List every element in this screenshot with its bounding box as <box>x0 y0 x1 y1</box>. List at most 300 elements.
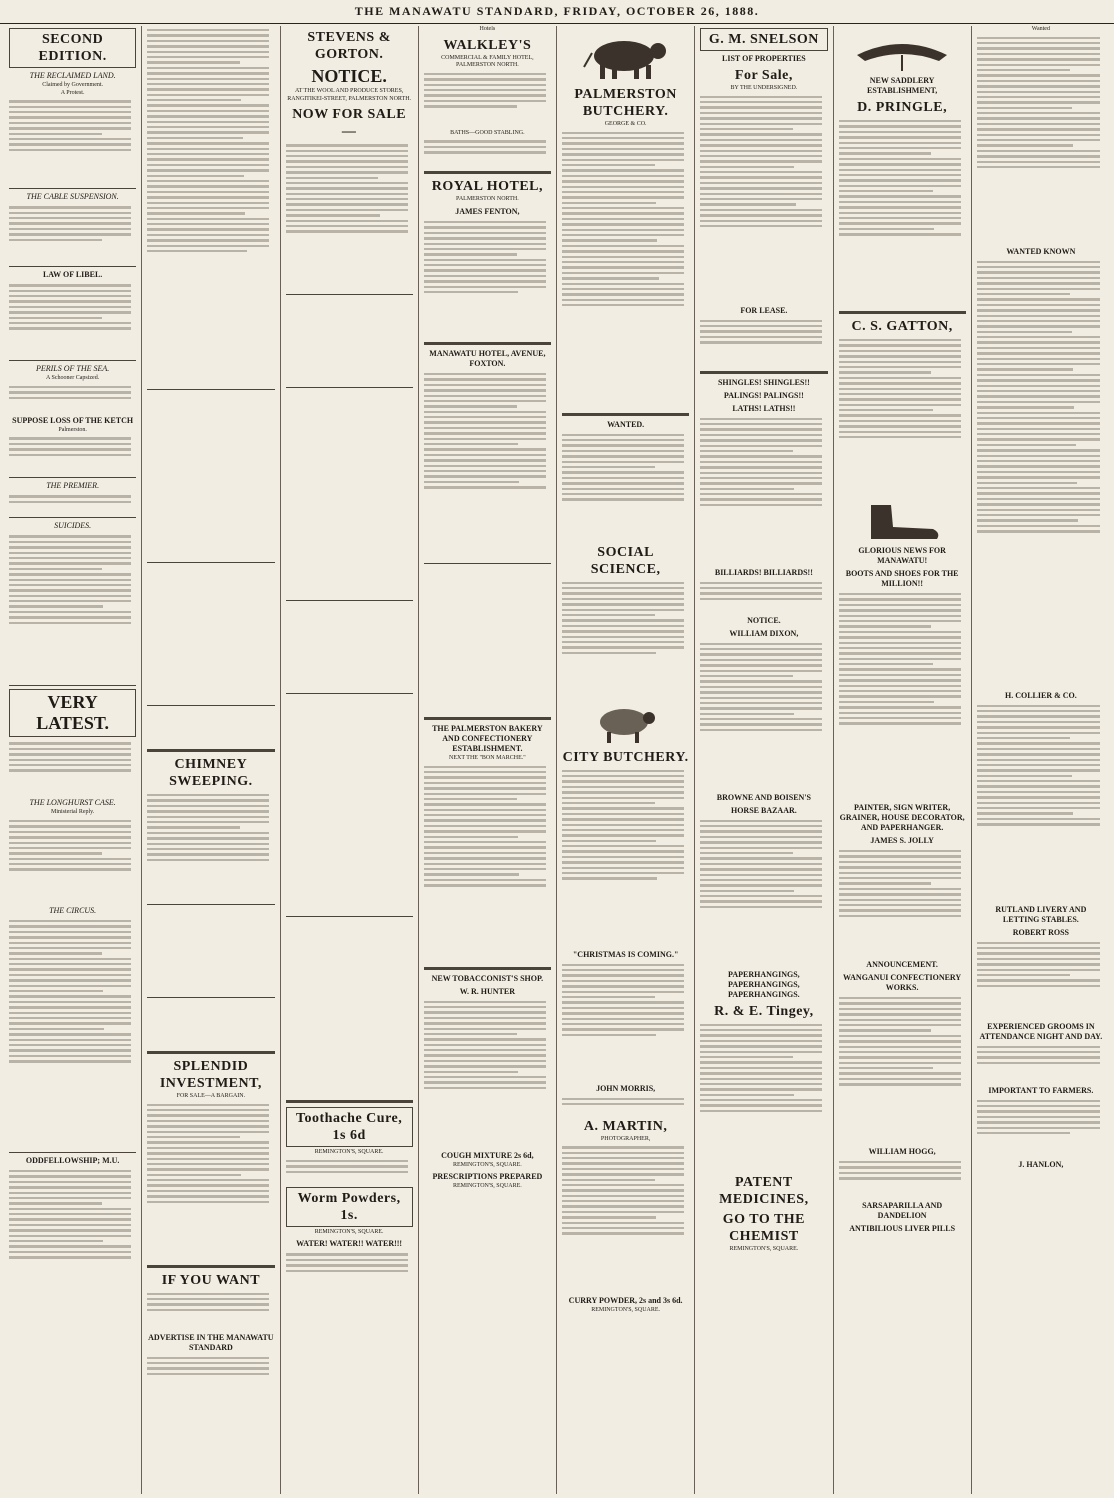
text-line <box>9 1192 131 1194</box>
text-line <box>839 882 932 884</box>
text-line <box>700 659 822 661</box>
advert-body <box>562 1143 689 1293</box>
text-line <box>147 1136 240 1138</box>
text-line <box>700 890 794 892</box>
section-label-wanted: Wanted <box>1031 26 1050 32</box>
text-line <box>9 311 131 313</box>
text-line <box>9 111 131 113</box>
text-line <box>977 315 1100 317</box>
text-line <box>562 818 684 820</box>
text-line <box>839 366 961 368</box>
text-line <box>147 202 269 204</box>
text-line <box>700 325 822 327</box>
text-line <box>700 477 822 479</box>
text-line <box>147 207 269 209</box>
text-line <box>977 1056 1100 1058</box>
text-line <box>424 84 546 86</box>
text-line <box>977 823 1100 825</box>
text-line <box>424 275 546 277</box>
divider <box>9 685 136 686</box>
article-body <box>9 281 136 357</box>
text-line <box>977 74 1100 76</box>
column-5 <box>557 26 695 1494</box>
text-line <box>286 1264 408 1266</box>
text-line <box>9 290 131 292</box>
text-line <box>9 1028 104 1030</box>
text-line <box>977 374 1100 376</box>
text-line <box>147 1357 269 1359</box>
text-line <box>9 1218 131 1220</box>
text-line <box>700 450 793 452</box>
text-line <box>977 401 1100 403</box>
text-line <box>9 322 131 324</box>
text-line <box>147 1367 269 1369</box>
text-line <box>9 1175 131 1177</box>
text-line <box>147 142 269 144</box>
divider <box>9 188 136 189</box>
text-line <box>700 1104 822 1106</box>
text-line <box>424 73 546 75</box>
text-line <box>562 455 684 457</box>
text-line <box>977 412 1100 414</box>
text-line <box>977 487 1100 489</box>
text-line <box>424 105 517 107</box>
column-3 <box>281 26 419 1494</box>
advert-body <box>839 994 966 1144</box>
text-line <box>977 519 1078 521</box>
text-line <box>147 853 269 855</box>
text-line <box>147 164 269 166</box>
text-line <box>977 358 1100 360</box>
text-line <box>9 831 131 833</box>
text-line <box>9 1017 131 1019</box>
text-line <box>977 271 1100 273</box>
boot-icon <box>857 499 947 543</box>
text-line <box>147 99 241 101</box>
text-line <box>562 813 684 815</box>
text-line <box>9 1202 102 1204</box>
text-line <box>977 69 1071 71</box>
text-line <box>839 598 961 600</box>
text-line <box>424 264 546 266</box>
text-line <box>9 936 131 938</box>
text-line <box>839 1062 961 1064</box>
text-line <box>977 785 1100 787</box>
text-line <box>700 117 822 119</box>
text-line <box>147 153 269 155</box>
text-line <box>562 169 684 171</box>
text-line <box>424 819 546 821</box>
text-line <box>977 482 1077 484</box>
text-line <box>700 1088 822 1090</box>
text-line <box>839 1051 961 1053</box>
divider <box>424 171 551 174</box>
text-line <box>977 433 1100 435</box>
text-line <box>424 454 546 456</box>
text-line <box>9 149 131 151</box>
text-line <box>286 198 408 200</box>
text-line <box>147 1298 269 1300</box>
text-line <box>424 438 546 440</box>
text-line <box>562 1007 684 1009</box>
text-line <box>839 679 961 681</box>
text-line <box>839 647 961 649</box>
text-line <box>700 707 822 709</box>
text-line <box>977 336 1100 338</box>
text-line <box>977 796 1100 798</box>
text-line <box>839 350 961 352</box>
text-line <box>9 931 131 933</box>
advert-body <box>424 763 551 963</box>
advert-body <box>700 640 827 790</box>
text-line <box>562 488 684 490</box>
heading-worm-powders: Worm Powders, 1s. <box>286 1187 413 1227</box>
text-line <box>700 166 794 168</box>
heading-hanlon: J. HANLON, <box>1018 1159 1064 1169</box>
text-line <box>147 1309 269 1311</box>
text-line <box>839 212 961 214</box>
text-line <box>424 269 546 271</box>
text-line <box>147 1303 269 1305</box>
remington-label: REMINGTON'S, SQUARE. <box>452 1183 522 1190</box>
text-line <box>977 293 1071 295</box>
divider <box>424 717 551 720</box>
heading-gatton: C. S. GATTON, <box>851 319 953 334</box>
text-line <box>9 1213 131 1215</box>
text-line <box>977 503 1100 505</box>
text-line <box>839 1083 961 1085</box>
text-line <box>562 786 684 788</box>
heading-glorious-news: GLORIOUS NEWS FOR MANAWATU! <box>858 546 946 565</box>
text-line <box>147 810 269 812</box>
heading-oddfellowship: ODDFELLOWSHIP; M.U. <box>25 1155 120 1165</box>
text-line <box>562 239 657 241</box>
text-line <box>839 706 961 708</box>
text-line <box>839 850 961 852</box>
text-line <box>700 455 822 457</box>
subheading-by: BY THE UNDERSIGNED. <box>730 85 798 91</box>
column-1 <box>4 26 142 1494</box>
text-line <box>977 1105 1100 1107</box>
text-line <box>562 277 659 279</box>
text-line <box>424 1011 546 1013</box>
text-line <box>839 593 961 595</box>
text-line <box>424 1065 546 1067</box>
text-line <box>977 974 1071 976</box>
text-line <box>424 1081 546 1083</box>
text-line <box>9 217 131 219</box>
text-line <box>977 390 1100 392</box>
text-line <box>147 67 269 69</box>
text-line <box>562 1103 684 1105</box>
text-line <box>977 985 1100 987</box>
text-line <box>700 1024 822 1026</box>
text-line <box>424 411 546 413</box>
text-line <box>562 802 655 804</box>
text-line <box>424 384 546 386</box>
text-line <box>839 690 961 692</box>
text-line <box>147 1293 269 1295</box>
heading-christmas: "CHRISTMAS IS COMING." <box>572 949 679 959</box>
heading-notice: NOTICE. <box>747 615 781 625</box>
text-line <box>977 341 1100 343</box>
heading-wanted: WANTED. <box>607 419 645 429</box>
text-line <box>839 222 961 224</box>
heading-snelson: G. M. SNELSON <box>700 28 827 51</box>
text-line <box>839 915 961 917</box>
advert-body <box>562 431 689 541</box>
text-line <box>147 88 269 90</box>
remington-label: REMINGTON'S, SQUARE. <box>729 1245 799 1252</box>
text-line <box>977 139 1100 141</box>
text-line <box>9 1235 131 1237</box>
text-line <box>700 128 793 130</box>
text-line <box>147 121 269 123</box>
text-line <box>977 958 1100 960</box>
subheading-street: RANGITIKEI-STREET, PALMERSTON NORTH. <box>287 95 412 102</box>
text-line <box>700 702 822 704</box>
text-line <box>700 498 822 500</box>
text-line <box>424 846 546 848</box>
heading-manawatu-hotel: MANAWATU HOTEL, AVENUE, FOXTON. <box>429 348 546 368</box>
text-line <box>9 557 131 559</box>
text-line <box>286 177 379 179</box>
text-line <box>147 148 269 150</box>
text-line <box>562 304 684 306</box>
text-line <box>562 867 684 869</box>
subheading-bon-marche: NEXT THE "BON MARCHE." <box>449 754 526 761</box>
text-line <box>147 826 240 828</box>
heading-dixon: WILLIAM DIXON, <box>729 628 799 638</box>
divider <box>147 749 274 752</box>
text-line <box>424 798 517 800</box>
text-line <box>977 117 1100 119</box>
text-line <box>562 180 684 182</box>
divider <box>9 360 136 361</box>
text-line <box>839 636 961 638</box>
text-line <box>700 1083 822 1085</box>
text-line <box>424 1071 518 1073</box>
heading-browne-boisen: BROWNE AND BOISEN'S <box>716 792 811 802</box>
text-line <box>9 1033 131 1035</box>
text-line <box>9 1055 131 1057</box>
text-line <box>839 1166 961 1168</box>
heading-paperhangings: PAPERHANGINGS, PAPERHANGINGS, PAPERHANGINGS. <box>728 969 800 999</box>
text-line <box>977 942 1100 944</box>
heading-important: IMPORTANT TO FARMERS. <box>988 1085 1094 1095</box>
text-line <box>562 625 684 627</box>
text-line <box>977 759 1100 761</box>
masthead-title: THE MANAWATU STANDARD, FRIDAY, OCTOBER 26, 1888. <box>354 4 760 18</box>
text-line <box>147 218 269 220</box>
divider <box>424 342 551 345</box>
text-line <box>562 137 684 139</box>
article-body <box>147 26 274 386</box>
text-line <box>9 562 131 564</box>
text-line <box>700 643 822 645</box>
text-line <box>562 850 684 852</box>
text-line <box>700 582 822 584</box>
text-line <box>424 1033 517 1035</box>
text-line <box>977 85 1100 87</box>
text-line <box>562 1152 684 1154</box>
heading-chimney-sweeping: CHIMNEY SWEEPING. <box>169 757 253 789</box>
advert <box>286 693 413 913</box>
text-line <box>839 855 961 857</box>
advert-body <box>286 1157 413 1185</box>
text-line <box>562 218 684 220</box>
text-line <box>9 842 131 844</box>
text-line <box>9 1001 131 1003</box>
text-line <box>839 1019 961 1021</box>
text-line <box>9 1181 131 1183</box>
text-line <box>147 212 245 214</box>
text-line <box>562 974 684 976</box>
advert <box>424 563 551 713</box>
text-line <box>424 421 546 423</box>
text-line <box>147 1147 269 1149</box>
text-line <box>147 1373 269 1375</box>
text-line <box>700 203 795 205</box>
text-line <box>977 331 1072 333</box>
text-line <box>9 852 102 854</box>
text-line <box>839 206 961 208</box>
text-line <box>839 120 961 122</box>
text-line <box>9 391 131 393</box>
heading-confectionery: WANGANUI CONFECTIONERY WORKS. <box>843 973 962 992</box>
text-line <box>562 1179 655 1181</box>
text-line <box>147 104 269 106</box>
text-line <box>9 448 131 450</box>
divider <box>9 266 136 267</box>
text-line <box>977 460 1100 462</box>
heading-law-of-libel: LAW OF LIBEL. <box>42 270 103 280</box>
text-line <box>9 858 131 860</box>
text-line <box>424 416 546 418</box>
text-line <box>700 160 822 162</box>
text-line <box>977 96 1100 98</box>
text-line <box>147 821 269 823</box>
text-line <box>977 395 1100 397</box>
text-line <box>977 969 1100 971</box>
heading-experienced: EXPERIENCED GROOMS IN ATTENDANCE NIGHT AND DAY. <box>979 1021 1103 1041</box>
divider <box>147 1265 274 1268</box>
text-line <box>286 1259 408 1261</box>
text-line <box>424 481 519 483</box>
text-line <box>9 952 102 954</box>
text-line <box>9 546 131 548</box>
text-line <box>147 131 269 133</box>
text-line <box>562 1195 684 1197</box>
article-body <box>9 917 136 1149</box>
text-line <box>562 770 684 772</box>
text-line <box>9 300 131 302</box>
heading-now-for-sale: NOW FOR SALE— <box>292 107 407 140</box>
text-line <box>839 1013 961 1015</box>
text-line <box>700 900 822 902</box>
text-line <box>424 803 546 805</box>
text-line <box>839 1078 961 1080</box>
text-line <box>424 94 546 96</box>
text-line <box>977 818 1100 820</box>
text-line <box>9 1039 131 1041</box>
text-line <box>147 51 269 53</box>
text-line <box>700 482 822 484</box>
text-line <box>9 1170 131 1172</box>
advert <box>147 389 274 559</box>
text-line <box>9 1012 131 1014</box>
text-line <box>700 1072 822 1074</box>
advert-body <box>424 370 551 560</box>
text-line <box>562 791 684 793</box>
text-line <box>977 791 1100 793</box>
text-line <box>977 53 1100 55</box>
text-line <box>839 904 961 906</box>
subheading-schooner: A Schooner Capsized. <box>46 375 100 382</box>
advert-body <box>977 702 1105 902</box>
text-line <box>839 404 961 406</box>
text-line <box>700 863 822 865</box>
text-line <box>700 884 822 886</box>
advert-body <box>839 336 966 496</box>
text-line <box>562 587 684 589</box>
text-line <box>700 830 822 832</box>
text-line <box>562 1232 684 1234</box>
text-line <box>977 80 1100 82</box>
heading-prescriptions: PRESCRIPTIONS PREPARED <box>432 1172 543 1182</box>
text-line <box>562 996 655 998</box>
text-line <box>562 1146 684 1148</box>
text-line <box>147 234 269 236</box>
heading-painter: PAINTER, SIGN WRITER, GRAINER, HOUSE DECORATOR, AND PAPERHANGER. <box>839 803 965 832</box>
text-line <box>562 256 684 258</box>
text-line <box>839 388 961 390</box>
heading-city-butchery: CITY BUTCHERY. <box>562 749 689 765</box>
text-line <box>700 434 822 436</box>
text-line <box>147 137 242 139</box>
advert-body <box>977 939 1105 1019</box>
text-line <box>700 691 822 693</box>
heading-fenton: JAMES FENTON, <box>455 206 520 216</box>
text-line <box>424 1001 546 1003</box>
article-body <box>9 817 136 903</box>
heading-stevens-gorton: STEVENS & GORTON. <box>307 30 391 62</box>
text-line <box>147 45 269 47</box>
text-line <box>700 423 822 425</box>
text-line <box>147 837 269 839</box>
text-line <box>562 234 684 236</box>
text-line <box>977 705 1100 707</box>
text-line <box>147 1109 269 1111</box>
text-line <box>424 1038 546 1040</box>
text-line <box>839 1161 961 1163</box>
text-line <box>700 874 822 876</box>
text-line <box>9 753 131 755</box>
text-line <box>562 223 684 225</box>
text-line <box>700 182 822 184</box>
text-line <box>147 1152 269 1154</box>
text-line <box>424 1006 546 1008</box>
text-line <box>562 829 684 831</box>
text-line <box>286 1253 408 1255</box>
heading-martin: A. MARTIN, <box>583 1118 668 1134</box>
text-line <box>700 1061 822 1063</box>
text-line <box>977 47 1100 49</box>
text-line <box>9 611 131 613</box>
text-line <box>9 742 131 744</box>
text-line <box>562 229 684 231</box>
text-line <box>839 642 961 644</box>
